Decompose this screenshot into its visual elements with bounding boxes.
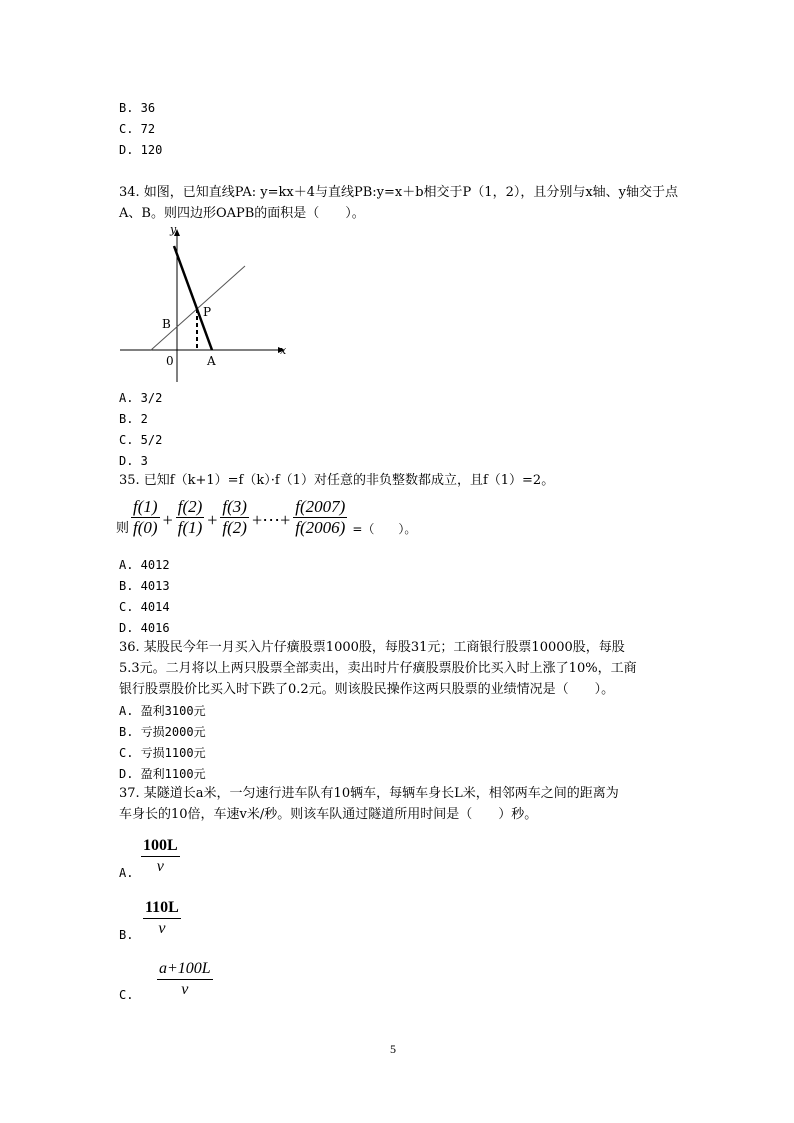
- plus-sign: +: [207, 510, 218, 530]
- question-35-formula: [116, 497, 416, 538]
- q35-option-c: C. 4014: [119, 600, 170, 614]
- formula-suffix: =（ ）。: [352, 522, 417, 536]
- q35-option-d: D. 4016: [119, 621, 170, 635]
- question-35-text: 35. 已知f（k+1）=f（k）·f（1）对任意的非负整数都成立，且f（1）=2。: [119, 473, 555, 488]
- fraction-2: $\frac{f(2)}{f(1)}$: [177, 497, 203, 537]
- q37-option-a-fraction: 100L v: [143, 837, 178, 875]
- q36-option-d: D. 盈利1100元: [119, 767, 206, 781]
- q37-option-b-fraction: 110L v: [145, 899, 179, 937]
- q37-option-b-label: B.: [119, 928, 134, 942]
- q34-option-d: D. 3: [119, 454, 148, 468]
- q35-option-b: B. 4013: [119, 579, 170, 593]
- point-p-label: P: [203, 305, 212, 319]
- question-34-text: 34. 如图，已知直线PA: y=kx＋4与直线PB:y=x＋b相交于P（1，2），且分别与x轴、y轴交于点A、B。则四边形OAPB的面积是（ ）。: [119, 185, 679, 221]
- q37-option-c-label: C.: [119, 988, 134, 1002]
- fraction-3: $\frac{f(3)}{f(2)}$: [222, 497, 247, 537]
- option-d: D. 120: [119, 143, 163, 157]
- question-37-line-2: 车身长的10倍，车速v米/秒。则该车队通过隧道所用时间是（ ）秒。: [119, 807, 538, 822]
- question-36-line-2: 5.3元。二月将以上两只股票全部卖出，卖出时片仔癀股票股价比买入时上涨了10%，工商: [119, 661, 637, 676]
- option-c: C. 72: [119, 122, 156, 136]
- question-36-line-1: 36. 某股民今年一月买入片仔癀股票1000股，每股31元；工商银行股票10000股，每股: [119, 640, 625, 655]
- x-label: x: [280, 344, 287, 357]
- option-b: B. 36: [119, 101, 156, 115]
- question-37-line-1: 37. 某隧道长a米，一匀速行进车队有10辆车，每辆车身长L米，相邻两车之间的距离为: [119, 786, 619, 801]
- q37-option-c-fraction: a+100L v: [159, 960, 211, 998]
- q36-option-c: C. 亏损1100元: [119, 746, 206, 760]
- q37-option-a-label: A.: [119, 866, 134, 880]
- fraction-1: $\frac{f(1)}{f(0)}$: [133, 497, 158, 537]
- q36-option-a: A. 盈利3100元: [119, 704, 206, 718]
- q34-option-c: C. 5/2: [119, 433, 163, 447]
- q34-option-a: A. 3/2: [119, 391, 163, 405]
- page-number: 5: [390, 1042, 396, 1056]
- origin-label: 0: [166, 354, 174, 368]
- formula-prefix: 则: [116, 521, 130, 536]
- point-a-label: A: [207, 354, 216, 368]
- fraction-4: $\frac{f(2007)}{f(2006)}$: [295, 497, 346, 537]
- q35-option-a: A. 4012: [119, 558, 170, 572]
- plus-sign: +: [162, 510, 173, 530]
- q36-option-b: B. 亏损2000元: [119, 725, 206, 739]
- question-36-line-3: 银行股票股价比买入时下跌了0.2元。则该股民操作这两只股票的业绩情况是（ ）。: [119, 682, 615, 697]
- point-b-label: B: [162, 317, 171, 331]
- ellipsis-sum: +⋯+: [251, 510, 291, 530]
- q34-option-b: B. 2: [119, 412, 148, 426]
- y-label: y: [170, 223, 177, 236]
- line-pa: [174, 246, 212, 350]
- question-34-figure: [118, 222, 298, 387]
